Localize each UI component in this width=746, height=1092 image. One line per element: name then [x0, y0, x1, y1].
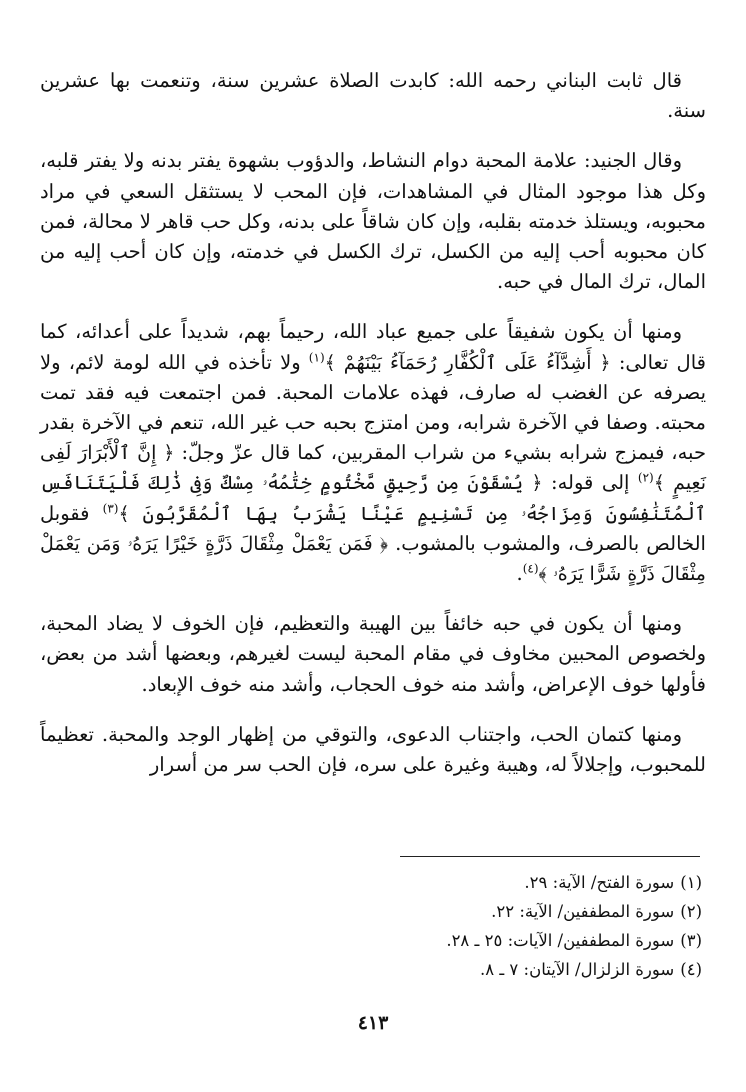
footnote-number: (٣) — [680, 931, 702, 950]
footnote-divider — [400, 856, 700, 857]
paragraph-concealment: ومنها كتمان الحب، واجتناب الدعوى، والتوقي من إظهار الوجد والمحبة. تعظيماً للمحبوب، وإجلالاً له، وهيبة وغيرة على سره، فإن الحب سر من أسرار — [40, 722, 706, 777]
footnote-text: سورة الزلزال/ الآيتان: ٧ ـ ٨. — [479, 960, 675, 979]
main-text — [40, 66, 706, 800]
quran-verse: ﴿ أَشِدَّآءُ عَلَى ٱلْكُفَّارِ رُحَمَآءُ بَيْنَهُمْ ﴾ — [324, 351, 611, 374]
quran-verse: ﴿ فَمَن يَعْمَلْ مِثْقَالَ ذَرَّةٍ خَيْرًا يَرَهُۥ وَمَن يَعْمَلْ مِثْقَالَ ذَرَّةٍ شَرًّا يَرَهُۥ ﴾ — [40, 532, 706, 586]
footnote-item — [302, 897, 702, 926]
paragraph-text: فقوبل الخالص بالصرف، والمشوب بالمشوب. — [40, 501, 706, 555]
footnote-number: (٢) — [680, 902, 702, 921]
footnote-number: (٤) — [680, 960, 702, 979]
footnote-ref: (٤) — [522, 561, 539, 576]
footnote-text: سورة الفتح/ الآية: ٢٩. — [524, 873, 675, 892]
quran-verse: ﴿ إِنَّ ٱلْأَبْرَارَ لَفِى نَعِيمٍ ﴾ — [40, 442, 707, 495]
footnote-number: (١) — [680, 873, 702, 892]
paragraph-fear: ومنها أن يكون في حبه خائفاً بين الهيبة والتعظيم، فإن الخوف لا يضاد المحبة، ولخصوص المحبين مخاوف في مقام المحبة ليست لغيرهم، وبعضها أشد من بعض، فأولها خوف الإعراض، وأشد منه خوف الحجاب، وأشد منه خوف الإبعاد. — [40, 612, 706, 696]
paragraph-text: إلى قوله: — [542, 471, 630, 495]
paragraph-text: ولا تأخذه في الله لومة لائم، ولا يصرفه عن الغضب له صارف، فهذه علامات المحبة. فمن اجتمعت فيه فقد تمت محبته. وصفا في الآخرة شرابه، ومن امتزج بحبه حب غير الله، تنعم في الآخرة بقدر حبه، فيمزج شرابه بشيء من شراب المقربين، كما قال عزّ وجلّ: — [40, 350, 706, 465]
paragraph-text: ومنها أن يكون شفيقاً على جميع عباد الله، رحيماً بهم، شديداً على أعدائه، كما قال تعالى: — [40, 320, 706, 374]
footnote-ref: (٣) — [102, 501, 119, 516]
footnote-text: سورة المطففين/ الآية: ٢٢. — [491, 902, 675, 921]
paragraph-junayd: وقال الجنيد: علامة المحبة دوام النشاط، والدؤوب بشهوة يفتر بدنه ولا يفتر قلبه، وكل هذا موجود المثال في المشاهدات، فإن المحب لا يستثقل السعي في مراد محبوبه، ويستلذ خدمته بقلبه، وإن كان شاقاً على بدنه، وكل حب قاهر لا محالة، فمن كان محبوبه أحب إليه من الكسل، ترك الكسل في خدمته، وإن كان أحب إليه من المال، ترك المال في حبه. — [40, 149, 706, 294]
quran-verse: ﴿ يُسْقَوْنَ مِن رَّحِيقٍ مَّخْتُومٍ خِتَٰمُهُۥ مِسْكٌ وَفِى ذَٰلِكَ فَلْيَتَنَافَسِ ٱلْمُتَنَٰفِسُونَ وَمِزَاجُهُۥ مِن تَسْنِيمٍ عَيْنًا يَشْرَبُ بِهَا ٱلْمُقَرَّبُونَ ﴾ — [40, 472, 706, 525]
footnote-ref: (٢) — [637, 470, 654, 485]
page-number: ٤١٣ — [357, 1012, 389, 1034]
footnote-ref: (١) — [308, 350, 325, 365]
footnote-item — [302, 926, 702, 955]
footnote-item — [302, 868, 702, 897]
paragraph-thabit: قال ثابت البناني رحمه الله: كابدت الصلاة عشرين سنة، وتنعمت بها عشرين سنة. — [40, 69, 706, 123]
paragraph-compassion — [40, 317, 706, 589]
footnotes-list — [302, 868, 702, 984]
footnote-item — [302, 955, 702, 984]
footnote-text: سورة المطففين/ الآيات: ٢٥ ـ ٢٨. — [446, 931, 675, 950]
paragraph-text: . — [516, 562, 523, 586]
